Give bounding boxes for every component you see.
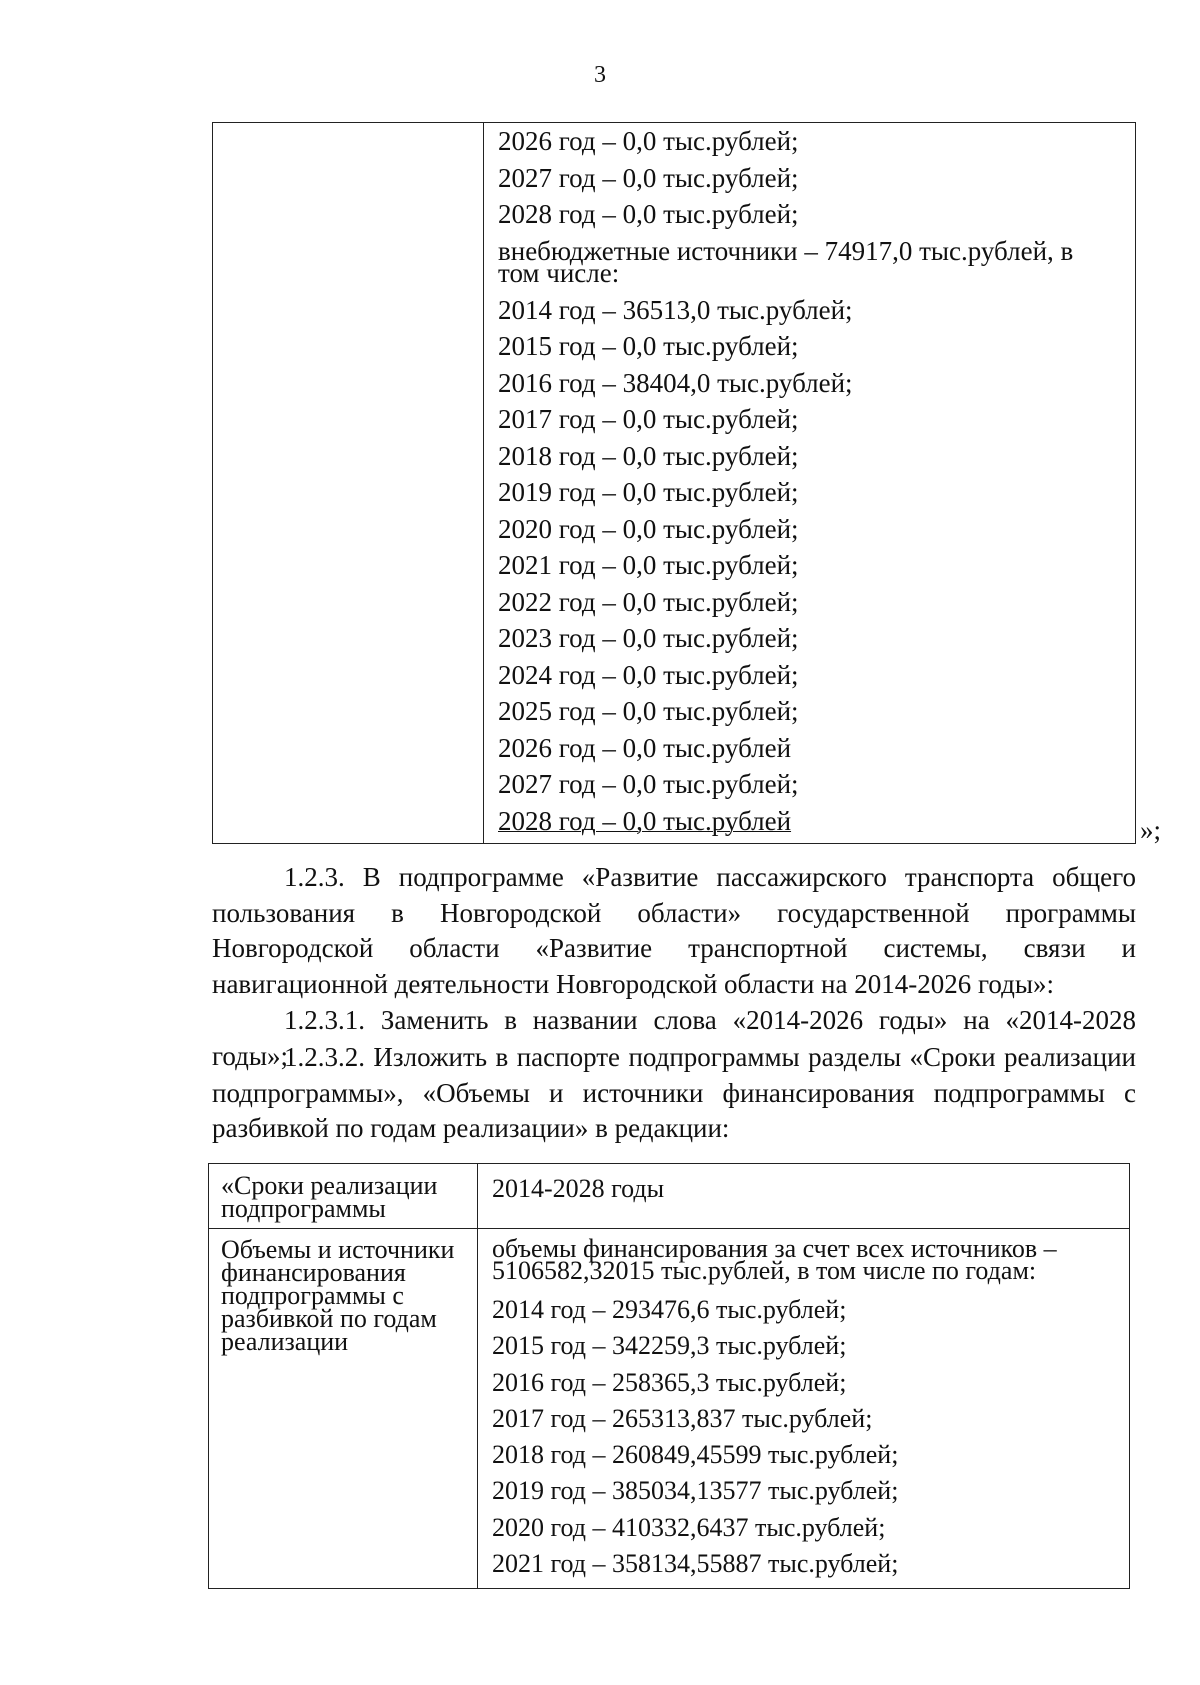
value-funding-volumes [492, 1234, 1122, 1582]
value-implementation-period: 2014-2028 годы [492, 1174, 665, 1203]
funding-year-row: 2020 год – 410332,6437 тыс.рублей; [492, 1512, 886, 1542]
funding-year-row: 2014 год – 293476,6 тыс.рублей; [492, 1295, 847, 1324]
funding-line: 2019 год – 0,0 тыс.рублей; [498, 477, 799, 507]
funding-line: 2017 год – 0,0 тыс.рублей; [498, 404, 799, 434]
closing-quote: »; [1140, 815, 1162, 845]
funding-line: 2027 год – 0,0 тыс.рублей; [498, 162, 799, 193]
funding-line: 2015 год – 0,0 тыс.рублей; [498, 331, 799, 361]
funding-year-row: 2019 год – 385034,13577 тыс.рублей; [492, 1476, 899, 1506]
funding-year-row: 2016 год – 258365,3 тыс.рублей; [492, 1367, 847, 1397]
funding-line: 2016 год – 38404,0 тыс.рублей; [498, 367, 853, 398]
label-implementation-period: «Сроки реализации подпрограммы [221, 1171, 438, 1223]
funding-line: 2023 год – 0,0 тыс.рублей; [498, 623, 799, 653]
funding-year-row: 2017 год – 265313,837 тыс.рублей; [492, 1403, 873, 1433]
funding-table-continued [212, 122, 1136, 844]
funding-line: 2014 год – 36513,0 тыс.рублей; [498, 294, 853, 325]
funding-line: 2022 год – 0,0 тыс.рублей; [498, 586, 799, 617]
label-funding-volumes: Объемы и источники финансирования подпрограммы с разбивкой по годам реализации [221, 1235, 455, 1356]
paragraph-1-2-3-2: 1.2.3.2. Изложить в паспорте подпрограммы разделы «Сроки реализации подпрограммы», «Объемы и источники финансирования подпрограммы с разбивкой по годам реализации» в редакции: [212, 1042, 1136, 1143]
funding-year-row: 2021 год – 358134,55887 тыс.рублей; [492, 1549, 899, 1579]
funding-line: 2028 год – 0,0 тыс.рублей; [498, 199, 799, 229]
funding-year-row: 2018 год – 260849,45599 тыс.рублей; [492, 1440, 899, 1470]
funding-line: 2024 год – 0,0 тыс.рублей; [498, 659, 799, 690]
column-divider [483, 123, 484, 843]
funding-line: 2026 год – 0,0 тыс.рублей; [498, 126, 799, 156]
paragraph-1-2-3: 1.2.3. В подпрограмме «Развитие пассажирского транспорта общего пользования в Новгородской области» государственной программы Новгородской области «Развитие транспортной системы, связи и навигационной деятельности Новгородской области на 2014-2026 годы»: [212, 862, 1136, 999]
funding-line: 2021 год – 0,0 тыс.рублей; [498, 550, 799, 580]
funding-line: 2027 год – 0,0 тыс.рублей; [498, 769, 799, 799]
funding-year-row: 2015 год – 342259,3 тыс.рублей; [492, 1331, 847, 1361]
funding-lines [498, 123, 1118, 839]
paragraph-1-2-3-1: 1.2.3.1. Заменить в названии слова «2014-2026 годы» на «2014-2028 годы»; [212, 1005, 1136, 1071]
funding-line: 2020 год – 0,0 тыс.рублей; [498, 513, 799, 544]
funding-line: 2026 год – 0,0 тыс.рублей [498, 732, 792, 763]
row-divider [209, 1228, 1129, 1229]
page-number: 3 [594, 62, 606, 88]
funding-line-offbudget: внебюджетные источники – 74917,0 тыс.рублей, в том числе: [498, 235, 1074, 288]
funding-line: 2025 год – 0,0 тыс.рублей; [498, 696, 799, 726]
funding-line: 2018 год – 0,0 тыс.рублей; [498, 440, 799, 471]
funding-total: объемы финансирования за счет всех источников – 5106582,32015 тыс.рублей, в том числе по годам: [492, 1234, 1057, 1285]
subprogram-passport-table [208, 1163, 1130, 1589]
funding-line: 2028 год – 0,0 тыс.рублей [498, 805, 792, 836]
